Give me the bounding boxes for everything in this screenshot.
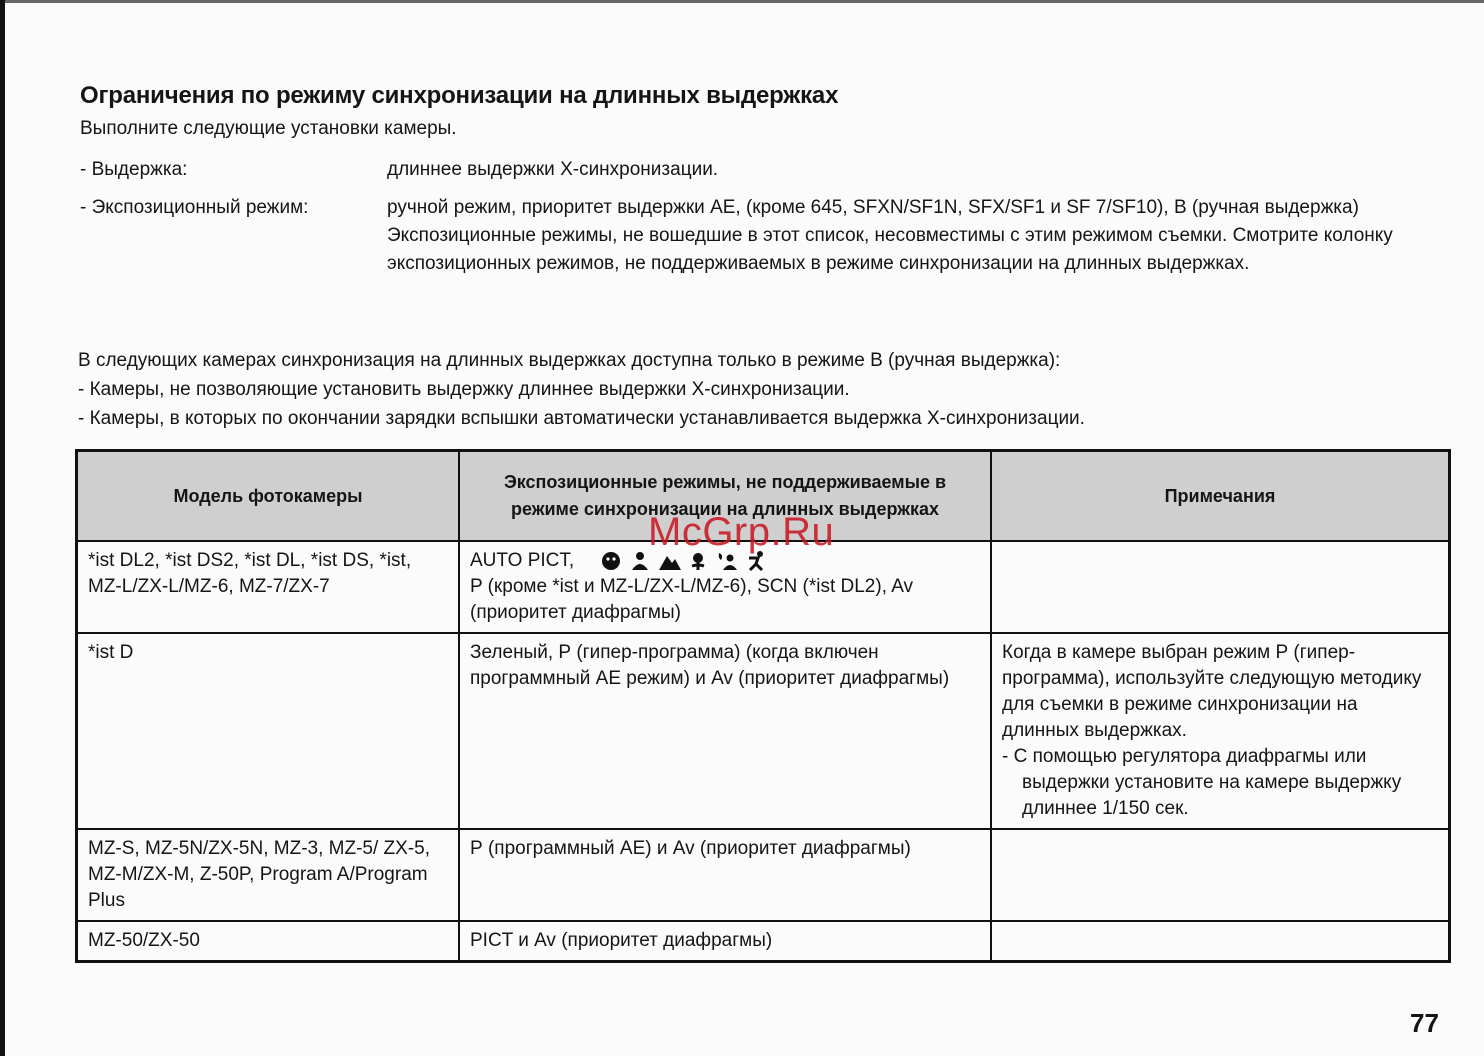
setting-value-line: Экспозиционные режимы, не вошедшие в этот список, несовместимы с этим режимом съемки. Смотрите колонку экспозиционных режимов, не поддерживаемых в режиме синхронизации на длинных выдержках. (387, 225, 1393, 274)
column-header-model: Модель фотокамеры (77, 451, 460, 542)
modes-prefix: AUTO PICT, (470, 550, 575, 571)
cell-modes: Зеленый, Р (гипер-программа) (когда включен программный АЕ режим) и Av (приоритет диафрагмы) (459, 633, 991, 829)
table-row (77, 829, 1450, 921)
camera-notes (78, 346, 1468, 433)
intro-text: Выполните следующие установки камеры. (80, 118, 457, 139)
cell-model: MZ-S, MZ-5N/ZX-5N, MZ-3, MZ-5/ ZX-5, MZ-M/ZX-M, Z-50P, Program A/Program Plus (77, 829, 460, 921)
setting-label: - Выдержка: (80, 159, 188, 180)
table-row (77, 633, 1450, 829)
column-header-modes: Экспозиционные режимы, не поддерживаемые в режиме синхронизации на длинных выдержках (459, 451, 991, 542)
column-header-notes: Примечания (991, 451, 1450, 542)
note-list (1002, 744, 1438, 822)
cell-modes: PICT и Av (приоритет диафрагмы) (459, 921, 991, 962)
cell-model: *ist DL2, *ist DS2, *ist DL, *ist DS, *ist, MZ-L/ZX-L/MZ-6, MZ-7/ZX-7 (77, 541, 460, 633)
modes-rest: P (кроме *ist и MZ-L/ZX-L/MZ-6), SCN (*ist DL2), Av (приоритет диафрагмы) (470, 576, 914, 623)
page-edge-left (0, 0, 5, 1056)
cell-note (991, 541, 1450, 633)
setting-label: - Экспозиционный режим: (80, 197, 309, 218)
cell-model: MZ-50/ZX-50 (77, 921, 460, 962)
cell-note (991, 921, 1450, 962)
setting-value-line: длиннее выдержки Х-синхронизации. (387, 159, 719, 180)
note-text: Когда в камере выбран режим Р (гипер-программа), используйте следующую методику для съемки в режиме синхронизации на длинных выдержках. (1002, 642, 1422, 741)
cell-note (991, 829, 1450, 921)
setting-exposure-mode (80, 194, 1460, 339)
note-line: - Камеры, не позволяющие установить выдержку длиннее выдержки Х-синхронизации. (78, 379, 850, 400)
page-number: 77 (1410, 1008, 1439, 1038)
note-list-item: - С помощью регулятора диафрагмы или выдержки установите на камере выдержку длиннее 1/150 сек. (1002, 746, 1402, 819)
setting-value-line: ручной режим, приоритет выдержки АЕ, (кроме 645, SFXN/SF1N, SFX/SF1 и SF 7/SF10), В (ручная выдержка) (387, 197, 1359, 218)
portrait-face-icon (599, 550, 625, 572)
note-line: В следующих камерах синхронизация на длинных выдержках доступна только в режиме В (ручная выдержка): (78, 350, 1061, 371)
cell-note (991, 633, 1450, 829)
setting-shutter (80, 156, 1460, 186)
setting-value (387, 194, 1452, 278)
page-title: Ограничения по режиму синхронизации на длинных выдержках (80, 82, 839, 109)
page-edge-top (0, 0, 1484, 3)
note-line: - Камеры, в которых по окончании зарядки вспышки автоматически устанавливается выдержка Х-синхронизации. (78, 408, 1085, 429)
setting-value (387, 156, 1452, 184)
cell-modes: Р (программный АЕ) и Av (приоритет диафрагмы) (459, 829, 991, 921)
cell-model: *ist D (77, 633, 460, 829)
watermark: McGrp.Ru (648, 510, 835, 554)
table-row (77, 921, 1450, 962)
